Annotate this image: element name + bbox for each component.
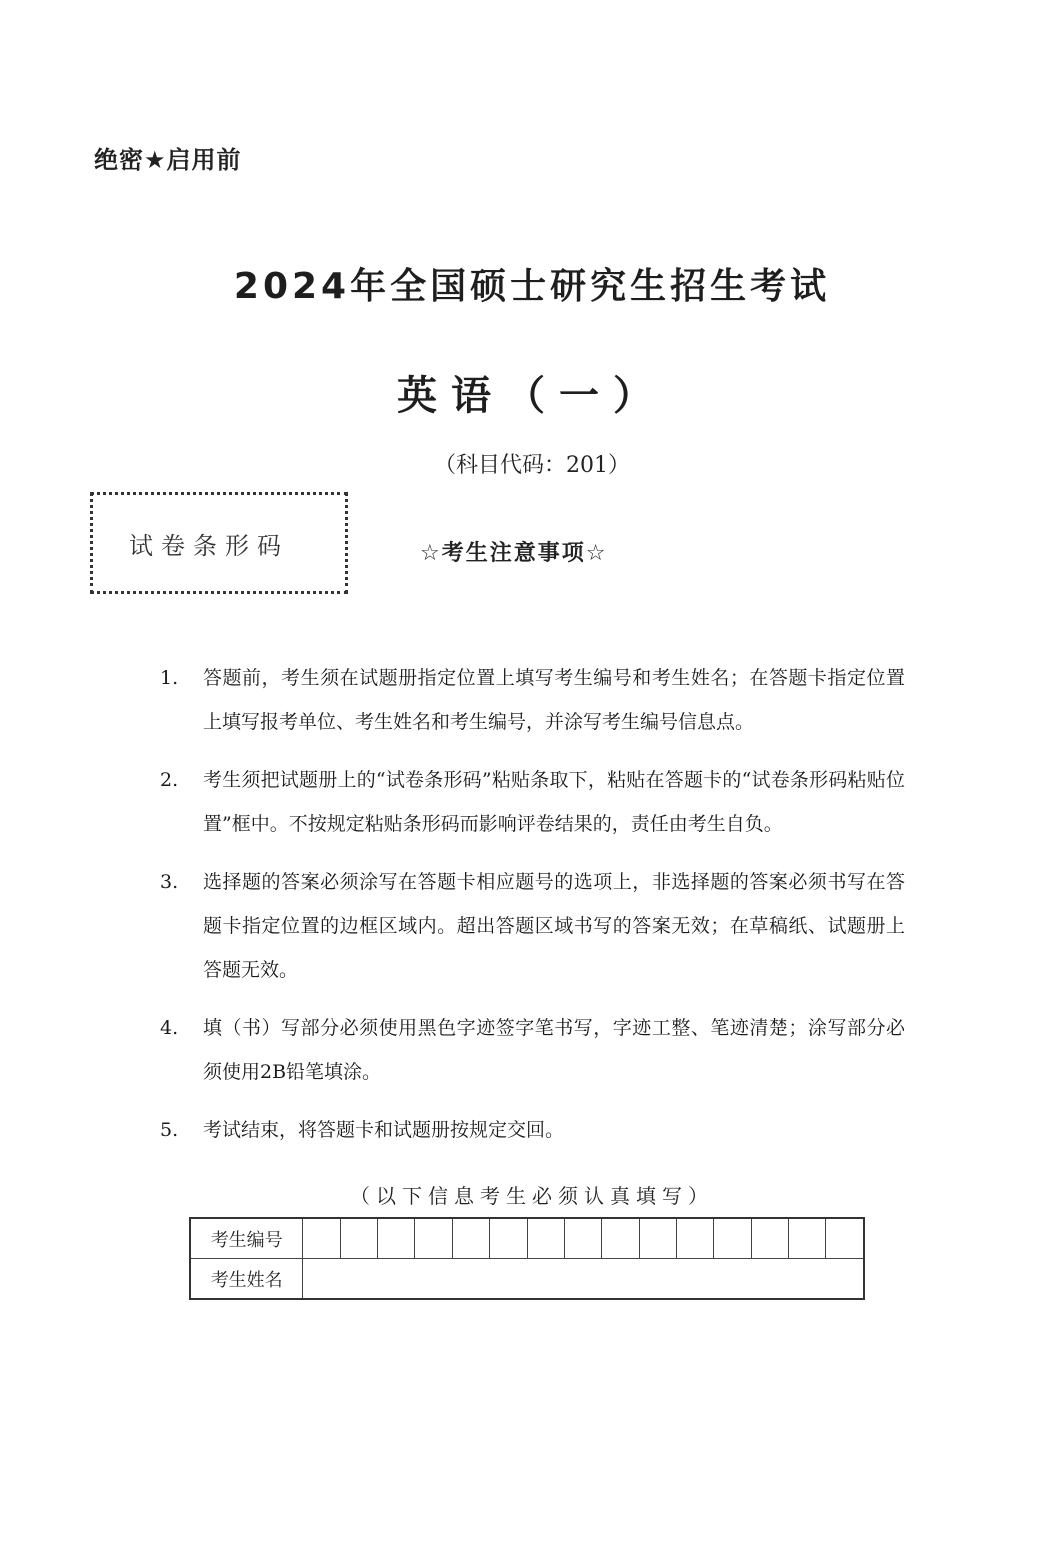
exam-title: 2024年全国硕士研究生招生考试 xyxy=(233,266,831,307)
notice-item-number: 1. xyxy=(160,667,179,689)
candidate-id-digit-cell[interactable] xyxy=(415,1218,452,1259)
candidate-id-digit-cell[interactable] xyxy=(602,1218,639,1259)
candidate-name-row xyxy=(190,1259,864,1300)
notice-item-number: 5. xyxy=(160,1119,179,1141)
notice-item xyxy=(160,656,905,744)
notice-item-number: 2. xyxy=(160,769,179,791)
candidate-id-digit-cell[interactable] xyxy=(527,1218,564,1259)
candidate-id-digit-cell[interactable] xyxy=(378,1218,415,1259)
star-outline-icon: ☆ xyxy=(420,541,442,566)
notice-list xyxy=(160,656,905,1166)
subject-code: （科目代码：201） xyxy=(434,453,630,478)
candidate-id-digit-cell[interactable] xyxy=(452,1218,489,1259)
info-form-note: （以下信息考生必须认真填写） xyxy=(350,1184,714,1208)
candidate-id-digit-cell[interactable] xyxy=(564,1218,601,1259)
candidate-id-label: 考生编号 xyxy=(190,1218,303,1259)
candidate-id-digit-cell[interactable] xyxy=(789,1218,826,1259)
notice-item xyxy=(160,758,905,846)
candidate-id-digit-cell[interactable] xyxy=(751,1218,788,1259)
candidate-info-form xyxy=(189,1217,865,1300)
candidate-id-digit-cell[interactable] xyxy=(676,1218,713,1259)
notice-item-text: 考试结束，将答题卡和试题册按规定交回。 xyxy=(203,1119,565,1141)
notice-item xyxy=(160,1108,905,1152)
candidate-id-digit-cell[interactable] xyxy=(340,1218,377,1259)
star-outline-icon: ☆ xyxy=(585,541,608,566)
candidate-id-row xyxy=(190,1218,864,1259)
notice-item-text: 选择题的答案必须涂写在答题卡相应题号的选项上，非选择题的答案必须书写在答题卡指定位置的边框区域内。超出答题区域书写的答案无效；在草稿纸、试题册上答题无效。 xyxy=(203,871,905,981)
classification-label: 绝密★启用前 xyxy=(94,146,242,174)
candidate-id-digit-cell[interactable] xyxy=(639,1218,676,1259)
barcode-sticker-area xyxy=(90,492,348,594)
candidate-id-digit-cell[interactable] xyxy=(826,1218,864,1259)
candidate-id-digit-cell[interactable] xyxy=(303,1218,340,1259)
notice-item-text: 填（书）写部分必须使用黑色字迹签字笔书写，字迹工整、笔迹清楚；涂写部分必须使用2B铅笔填涂。 xyxy=(203,1017,905,1083)
subject-title: 英语（一） xyxy=(397,373,667,419)
notice-item xyxy=(160,860,905,992)
barcode-label: 试卷条形码 xyxy=(129,531,289,560)
candidate-name-field[interactable] xyxy=(303,1259,864,1300)
notice-heading xyxy=(420,536,607,567)
candidate-id-digit-cell[interactable] xyxy=(490,1218,527,1259)
notice-heading-text: 考生注意事项 xyxy=(441,541,586,566)
notice-item xyxy=(160,1006,905,1094)
notice-item-number: 3. xyxy=(160,871,179,893)
notice-item-text: 考生须把试题册上的“试卷条形码”粘贴条取下，粘贴在答题卡的“试卷条形码粘贴位置”框中。不按规定粘贴条形码而影响评卷结果的，责任由考生自负。 xyxy=(203,769,905,835)
candidate-id-digit-cell[interactable] xyxy=(714,1218,751,1259)
notice-item-number: 4. xyxy=(160,1017,179,1039)
candidate-name-label: 考生姓名 xyxy=(190,1259,303,1300)
notice-item-text: 答题前，考生须在试题册指定位置上填写考生编号和考生姓名；在答题卡指定位置上填写报考单位、考生姓名和考生编号，并涂写考生编号信息点。 xyxy=(203,667,905,733)
